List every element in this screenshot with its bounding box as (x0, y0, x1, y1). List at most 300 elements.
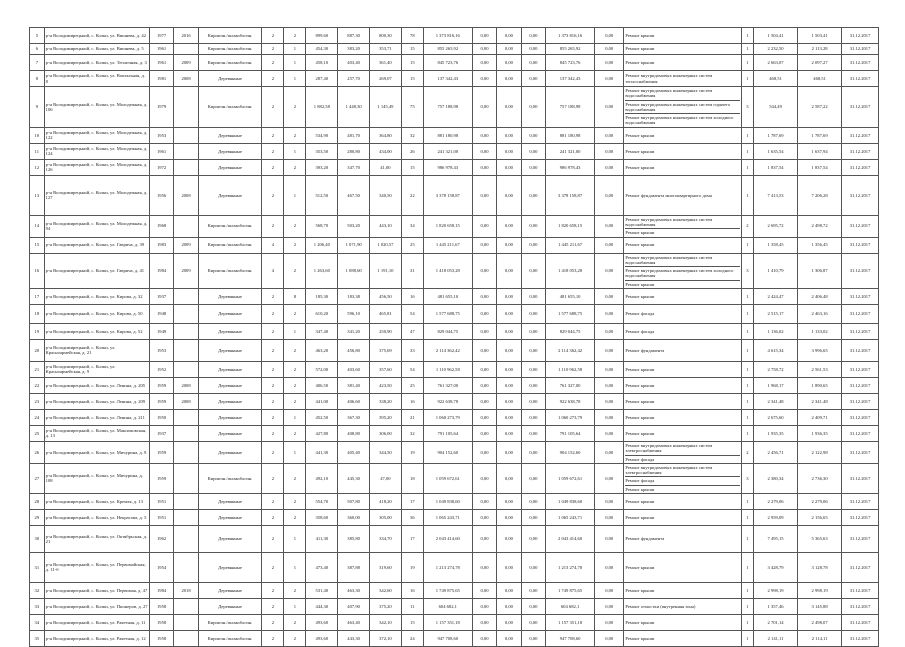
cell-entrances: 2 (284, 28, 306, 44)
cell-federal-funds: 0,00 (472, 493, 496, 509)
cell-other-funds: 0,00 (595, 127, 624, 143)
cell-max-unit-cost: 2 122,98 (798, 441, 842, 463)
cell-work-type (624, 87, 741, 128)
cell-deadline: 31.12.2017 (842, 237, 879, 253)
cell-address: р-н Володимирецький, с. Колки, ул. Гаврича, д. 39 (44, 237, 149, 253)
cell-living-area: 463,30 (338, 582, 370, 598)
cell-regional-funds: 0,00 (497, 237, 521, 253)
cell-total-area: 452,50 (306, 409, 338, 425)
work-item: Ремонт фундамента (625, 347, 665, 353)
cell-total-area: 899,60 (306, 28, 338, 44)
cell-floors: 2 (262, 598, 284, 614)
cell-address: р-н Володимирецький, с. Колки, ул. Кирова, д. 32 (44, 288, 149, 304)
table-row (30, 28, 879, 44)
cell-federal-funds: 0,00 (472, 304, 496, 323)
table-row (30, 463, 879, 493)
cell-floors: 2 (262, 159, 284, 175)
cell-unit-cost: 2 515,17 (754, 304, 798, 323)
cell-deadline: 31.12.2017 (842, 493, 879, 509)
work-item: Ремонт крыши (625, 242, 655, 248)
cell-built-year: 1953 (149, 127, 173, 143)
cell-regional-funds: 0,00 (497, 598, 521, 614)
cell-regional-funds: 0,00 (497, 630, 521, 646)
cell-deadline: 31.12.2017 (842, 509, 879, 525)
table-row (30, 237, 879, 253)
cell-total-cost: 829 044,75 (423, 323, 472, 339)
cell-floors: 2 (262, 143, 284, 159)
cell-regional-funds: 0,00 (497, 425, 521, 441)
cell-owner-funds: 922 638,78 (546, 393, 595, 409)
cell-address: р-н Володимирецький, с. Колки, ул. Ракетная, д. 11 (44, 614, 149, 630)
cell-residents: 16 (401, 288, 423, 304)
cell-owner-funds: 761 327,00 (546, 377, 595, 393)
cell-premises-area: 342,60 (370, 582, 402, 598)
cell-unit-cost: 2 232,50 (754, 44, 798, 55)
cell-living-area: 408,80 (338, 425, 370, 441)
cell-deadline: 31.12.2017 (842, 582, 879, 598)
cell-owner-funds: 1 373 816,16 (546, 28, 595, 44)
work-item: Ремонт крыши (625, 564, 655, 570)
cell-work-type (624, 582, 741, 598)
work-item: Ремонт внутридомовых инженерных систем холодного водоснабжения (625, 115, 734, 126)
cell-unit-cost: 2 701,14 (754, 614, 798, 630)
cell-repair-year (174, 441, 198, 463)
cell-built-year: 1961 (149, 44, 173, 55)
cell-address: р-н Володимирецький, с. Колки, ул. Молодежная, д. 122 (44, 127, 149, 143)
cell-federal-funds: 0,00 (472, 614, 496, 630)
cell-local-funds: 0,00 (521, 409, 545, 425)
table-row (30, 509, 879, 525)
cell-total-cost: 1 049 838,60 (423, 493, 472, 509)
work-item: Ремонт крыши (625, 59, 655, 65)
cell-owner-funds: 3 378 158,87 (546, 175, 595, 215)
cell-owner-funds: 1 418 053,28 (546, 253, 595, 288)
work-item: Ремонт крыши (625, 635, 655, 641)
cell-built-year: 1962 (149, 525, 173, 552)
cell-local-funds: 0,00 (521, 323, 545, 339)
cell-repair-year: 2008 (174, 393, 198, 409)
cell-owner-funds: 855 265,92 (546, 44, 595, 55)
cell-built-year: 1956 (149, 175, 173, 215)
cell-built-year: 1954 (149, 552, 173, 582)
cell-max-unit-cost: 3 128,78 (798, 552, 842, 582)
cell-entrances: 1 (284, 55, 306, 71)
cell-total-area: 185,30 (306, 288, 338, 304)
cell-owner-funds: 947 708,60 (546, 630, 595, 646)
cell-local-funds: 0,00 (521, 28, 545, 44)
table-row (30, 598, 879, 614)
cell-work-count: 1 (741, 28, 753, 44)
cell-max-unit-cost: 1 637,94 (798, 143, 842, 159)
cell-work-type (624, 630, 741, 646)
cell-address: р-н Володимирецький, с. Колки, ул. Пионеров, д. 27 (44, 598, 149, 614)
cell-work-count: 1 (741, 425, 753, 441)
cell-living-area: 367,30 (338, 409, 370, 425)
cell-unit-cost: 2 141,11 (754, 630, 798, 646)
cell-federal-funds: 0,00 (472, 288, 496, 304)
cell-residents: 17 (401, 493, 423, 509)
work-item: Ремонт отмостки (внутренняя зона) (625, 603, 696, 609)
cell-address: р-н Володимирецький, с. Колки, ул. Кремля, д. 13 (44, 493, 149, 509)
cell-max-unit-cost: 1 133,02 (798, 323, 842, 339)
cell-repair-year (174, 215, 198, 237)
cell-residents: 31 (401, 253, 423, 288)
cell-residents: 15 (401, 614, 423, 630)
cell-row-number: 31 (30, 552, 45, 582)
cell-max-unit-cost: 2 498,07 (798, 614, 842, 630)
cell-address: р-н Володимирецький, с. Колки, ул. Первомая, д. 47 (44, 582, 149, 598)
cell-built-year: 1952 (149, 361, 173, 377)
cell-local-funds: 0,00 (521, 463, 545, 493)
cell-max-unit-cost: 7 206,28 (798, 175, 842, 215)
cell-row-number: 32 (30, 582, 45, 598)
table-row (30, 175, 879, 215)
work-item: Ремонт внутридомовых инженерных систем водоснабжения (625, 216, 739, 230)
cell-work-count: 1 (741, 598, 753, 614)
table-row (30, 425, 879, 441)
cell-total-area: 1 263,60 (306, 253, 338, 288)
cell-other-funds: 0,00 (595, 425, 624, 441)
cell-row-number: 22 (30, 377, 45, 393)
cell-floors: 2 (262, 409, 284, 425)
cell-max-unit-cost: 2 097,27 (798, 55, 842, 71)
cell-work-type (624, 323, 741, 339)
cell-wall-material: Деревянные (198, 339, 262, 361)
cell-work-type (624, 509, 741, 525)
cell-built-year: 1959 (149, 377, 173, 393)
cell-entrances: 1 (284, 525, 306, 552)
cell-unit-cost: 4 615,34 (754, 339, 798, 361)
cell-floors: 2 (262, 361, 284, 377)
cell-owner-funds: 986 978,43 (546, 159, 595, 175)
table-row (30, 361, 879, 377)
work-item: Ремонт крыши (625, 148, 655, 154)
cell-regional-funds: 0,00 (497, 55, 521, 71)
table-row (30, 159, 879, 175)
cell-built-year: 1958 (149, 630, 173, 646)
cell-entrances: 1 (284, 175, 306, 215)
cell-regional-funds: 0,00 (497, 393, 521, 409)
cell-other-funds: 0,00 (595, 71, 624, 87)
cell-owner-funds: 1 110 962,58 (546, 361, 595, 377)
cell-other-funds: 0,00 (595, 393, 624, 409)
cell-regional-funds: 0,00 (497, 159, 521, 175)
cell-total-cost: 2 114 362,42 (423, 339, 472, 361)
cell-entrances: 2 (284, 304, 306, 323)
cell-work-count: 1 (741, 55, 753, 71)
cell-address: р-н Володимирецький, с. Колки, ул. Молодежная, д. 126 (44, 159, 149, 175)
cell-floors: 2 (262, 525, 284, 552)
cell-work-count: 1 (741, 288, 753, 304)
cell-federal-funds: 0,00 (472, 253, 496, 288)
cell-residents: 47 (401, 323, 423, 339)
cell-row-number: 24 (30, 409, 45, 425)
cell-work-count: 1 (741, 614, 753, 630)
cell-owner-funds: 241 321,00 (546, 143, 595, 159)
cell-owner-funds: 1 577 688,75 (546, 304, 595, 323)
cell-built-year: 1983 (149, 237, 173, 253)
cell-owner-funds: 2 114 362,42 (546, 339, 595, 361)
cell-entrances: 1 (284, 598, 306, 614)
cell-premises-area: 372,10 (370, 630, 402, 646)
cell-regional-funds: 0,00 (497, 552, 521, 582)
cell-total-cost: 1 749 875,65 (423, 582, 472, 598)
cell-premises-area: 334,70 (370, 525, 402, 552)
cell-floors: 2 (262, 552, 284, 582)
cell-address: р-н Володимирецький, с. Колки, ул. Мичурина, д. 9 (44, 441, 149, 463)
cell-regional-funds: 0,00 (497, 127, 521, 143)
cell-deadline: 31.12.2017 (842, 71, 879, 87)
cell-premises-area: 1 020,57 (370, 237, 402, 253)
cell-regional-funds: 0,00 (497, 582, 521, 598)
cell-residents: 19 (401, 441, 423, 463)
cell-regional-funds: 0,00 (497, 288, 521, 304)
cell-premises-area: 319,60 (370, 552, 402, 582)
cell-entrances: 2 (284, 377, 306, 393)
cell-living-area: 456,80 (338, 339, 370, 361)
cell-federal-funds: 0,00 (472, 552, 496, 582)
work-item: Ремонт крыши (625, 281, 655, 287)
cell-built-year: 1984 (149, 582, 173, 598)
cell-repair-year: 2008 (174, 175, 198, 215)
cell-max-unit-cost: 2 463,16 (798, 304, 842, 323)
cell-total-area: 610,20 (306, 304, 338, 323)
cell-work-count: 3 (741, 253, 753, 288)
cell-floors: 2 (262, 127, 284, 143)
cell-max-unit-cost: 1 306,87 (798, 253, 842, 288)
work-item: Ремонт крыши (625, 430, 655, 436)
cell-residents: 11 (401, 598, 423, 614)
cell-entrances: 2 (284, 127, 306, 143)
cell-deadline: 31.12.2017 (842, 630, 879, 646)
cell-living-area: 887,30 (338, 28, 370, 44)
cell-other-funds: 0,00 (595, 441, 624, 463)
cell-floors: 2 (262, 493, 284, 509)
cell-deadline: 31.12.2017 (842, 159, 879, 175)
cell-entrances: 2 (284, 614, 306, 630)
cell-federal-funds: 0,00 (472, 630, 496, 646)
cell-repair-year (174, 143, 198, 159)
cell-unit-cost: 1 504,41 (754, 28, 798, 44)
cell-total-cost: 1 418 053,28 (423, 253, 472, 288)
cell-unit-cost: 2 456,71 (754, 441, 798, 463)
cell-living-area: 257,70 (338, 71, 370, 87)
cell-entrances: 2 (284, 463, 306, 493)
cell-max-unit-cost: 2 587,22 (798, 87, 842, 128)
cell-unit-cost: 2 695,72 (754, 215, 798, 237)
cell-wall-material: Деревянные (198, 361, 262, 377)
cell-max-unit-cost: 2 736,30 (798, 463, 842, 493)
cell-deadline: 31.12.2017 (842, 377, 879, 393)
cell-row-number: 14 (30, 215, 45, 237)
cell-living-area: 347,70 (338, 159, 370, 175)
cell-built-year: 1977 (149, 28, 173, 44)
cell-premises-area: 338,20 (370, 393, 402, 409)
cell-total-cost: 845 723,76 (423, 55, 472, 71)
cell-work-type (624, 614, 741, 630)
cell-row-number: 21 (30, 361, 45, 377)
cell-total-area: 393,20 (306, 159, 338, 175)
cell-unit-cost: 2 341,48 (754, 393, 798, 409)
cell-premises-area: 344,50 (370, 441, 402, 463)
cell-residents: 75 (401, 87, 423, 128)
work-item: Ремонт внутридомовых инженерных систем электроснабжения (625, 442, 739, 456)
cell-total-cost: 1 373 816,16 (423, 28, 472, 44)
cell-owner-funds: 881 180,98 (546, 127, 595, 143)
cell-total-cost: 1 577 688,75 (423, 304, 472, 323)
cell-work-type (624, 71, 741, 87)
cell-deadline: 31.12.2017 (842, 143, 879, 159)
cell-entrances: 2 (284, 493, 306, 509)
cell-premises-area: 364,80 (370, 127, 402, 143)
cell-unit-cost: 1 410,79 (754, 253, 798, 288)
cell-built-year: 1951 (149, 509, 173, 525)
cell-owner-funds: 1 065 243,71 (546, 509, 595, 525)
table-row (30, 71, 879, 87)
cell-unit-cost: 1 635,54 (754, 143, 798, 159)
cell-living-area: 443,30 (338, 630, 370, 646)
cell-local-funds: 0,00 (521, 304, 545, 323)
cell-floors: 2 (262, 288, 284, 304)
cell-built-year: 1961 (149, 55, 173, 71)
cell-premises-area: 269,07 (370, 71, 402, 87)
cell-owner-funds: 1 060 273,79 (546, 409, 595, 425)
cell-owner-funds: 1 445 211,67 (546, 237, 595, 253)
cell-wall-material: Кирпичн./шлакоблочн. (198, 614, 262, 630)
cell-total-cost: 1 157 351,18 (423, 614, 472, 630)
cell-floors: 4 (262, 253, 284, 288)
cell-other-funds: 0,00 (595, 304, 624, 323)
cell-local-funds: 0,00 (521, 582, 545, 598)
cell-total-area: 568,70 (306, 215, 338, 237)
cell-regional-funds: 0,00 (497, 323, 521, 339)
cell-work-type (624, 393, 741, 409)
cell-residents: 17 (401, 525, 423, 552)
cell-wall-material: Деревянные (198, 127, 262, 143)
cell-floors: 2 (262, 377, 284, 393)
cell-residents: 15 (401, 55, 423, 71)
cell-work-count: 2 (741, 441, 753, 463)
cell-unit-cost: 7 413,53 (754, 175, 798, 215)
cell-other-funds: 0,00 (595, 409, 624, 425)
cell-other-funds: 0,00 (595, 339, 624, 361)
cell-entrances: 1 (284, 143, 306, 159)
cell-row-number: 11 (30, 143, 45, 159)
cell-living-area: 280,80 (338, 143, 370, 159)
cell-owner-funds: 904 152,60 (546, 441, 595, 463)
cell-total-cost: 947 708,60 (423, 630, 472, 646)
cell-total-area: 353,50 (306, 143, 338, 159)
cell-premises-area: 418,20 (370, 493, 402, 509)
cell-residents: 36 (401, 509, 423, 525)
cell-row-number: 7 (30, 55, 45, 71)
cell-floors: 2 (262, 630, 284, 646)
table-row (30, 582, 879, 598)
cell-regional-funds: 0,00 (497, 377, 521, 393)
cell-premises-area: 1 145,49 (370, 87, 402, 128)
work-item: Ремонт крыши (625, 382, 655, 388)
cell-total-area: 458,10 (306, 55, 338, 71)
cell-floors: 2 (262, 463, 284, 493)
cell-work-type (624, 175, 741, 215)
cell-residents: 24 (401, 630, 423, 646)
cell-floors: 2 (262, 582, 284, 598)
cell-address: р-н Володимирецький, с. Колки, ул. Кирова, д. 50 (44, 304, 149, 323)
cell-total-cost: 881 180,98 (423, 127, 472, 143)
cell-repair-year (174, 525, 198, 552)
cell-regional-funds: 0,00 (497, 525, 521, 552)
cell-living-area: 385,80 (338, 525, 370, 552)
cell-work-count: 1 (741, 493, 753, 509)
cell-total-cost: 922 638,78 (423, 393, 472, 409)
cell-repair-year (174, 339, 198, 361)
cell-entrances: 2 (284, 393, 306, 409)
cell-federal-funds: 0,00 (472, 28, 496, 44)
cell-work-count: 1 (741, 71, 753, 87)
work-item: Ремонт крыши (625, 619, 655, 625)
cell-row-number: 23 (30, 393, 45, 409)
cell-row-number: 29 (30, 509, 45, 525)
cell-total-cost: 757 188,98 (423, 87, 472, 128)
cell-local-funds: 0,00 (521, 425, 545, 441)
cell-total-cost: 904 152,60 (423, 441, 472, 463)
cell-work-type (624, 253, 741, 288)
cell-built-year: 1972 (149, 159, 173, 175)
cell-other-funds: 0,00 (595, 598, 624, 614)
cell-total-area: 492,10 (306, 463, 338, 493)
cell-total-cost: 1 059 672,61 (423, 463, 472, 493)
cell-premises-area: 423,50 (370, 377, 402, 393)
cell-premises-area: 443,10 (370, 215, 402, 237)
cell-work-type (624, 288, 741, 304)
table-row (30, 630, 879, 646)
cell-work-count: 1 (741, 339, 753, 361)
cell-total-cost: 1 060 273,79 (423, 409, 472, 425)
cell-work-type (624, 493, 741, 509)
cell-address: р-н Володимирецький, с. Колки, ул. Вишнева, д. 5 (44, 44, 149, 55)
cell-work-count: 1 (741, 44, 753, 55)
cell-owner-funds: 757 188,98 (546, 87, 595, 128)
cell-deadline: 31.12.2017 (842, 441, 879, 463)
cell-entrances: 2 (284, 253, 306, 288)
cell-wall-material: Деревянные (198, 323, 262, 339)
table-row (30, 288, 879, 304)
cell-built-year: 1958 (149, 614, 173, 630)
cell-residents: 16 (401, 393, 423, 409)
cell-living-area: 481,70 (338, 127, 370, 143)
cell-premises-area: 305,00 (370, 509, 402, 525)
cell-floors: 2 (262, 71, 284, 87)
table-row (30, 339, 879, 361)
cell-regional-funds: 0,00 (497, 441, 521, 463)
cell-premises-area: 434,00 (370, 143, 402, 159)
cell-federal-funds: 0,00 (472, 361, 496, 377)
cell-address: р-н Володимирецький, с. Колки, ул. Ленина, д. 209 (44, 393, 149, 409)
cell-wall-material: Деревянные (198, 425, 262, 441)
cell-total-area: 427,80 (306, 425, 338, 441)
cell-work-count: 1 (741, 127, 753, 143)
cell-regional-funds: 0,00 (497, 253, 521, 288)
cell-built-year: 1958 (149, 598, 173, 614)
cell-other-funds: 0,00 (595, 28, 624, 44)
cell-federal-funds: 0,00 (472, 215, 496, 237)
cell-wall-material: Кирпичн./шлакоблочн. (198, 630, 262, 646)
cell-deadline: 31.12.2017 (842, 288, 879, 304)
work-item: Ремонт крыши (625, 164, 655, 170)
cell-total-area: 534,90 (306, 127, 338, 143)
cell-federal-funds: 0,00 (472, 509, 496, 525)
cell-unit-cost: 2 279,06 (754, 493, 798, 509)
